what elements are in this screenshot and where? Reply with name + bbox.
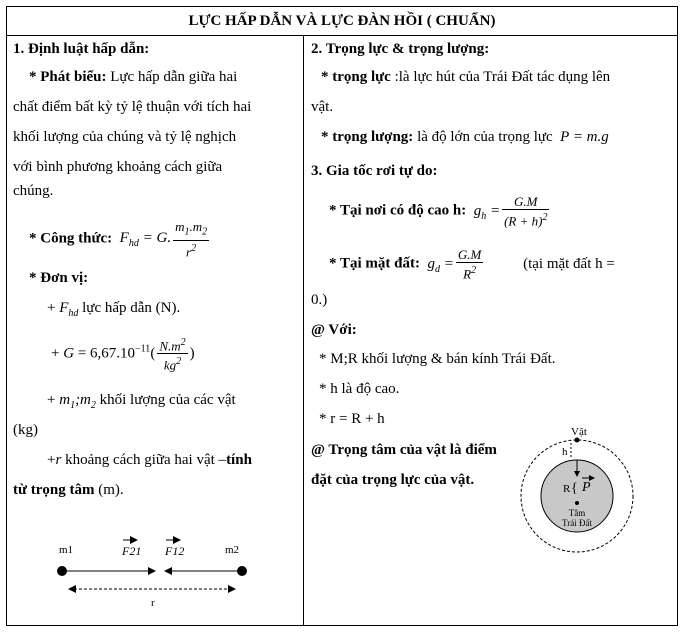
ground-label: * Tại mặt đất:	[329, 255, 420, 272]
height-fraction: $\frac{G.M}{(R + h)^2}$	[504, 194, 548, 229]
radius-brace: {	[571, 481, 578, 496]
vat-label: Vật	[571, 426, 587, 438]
unit-fhd-line: + $F_{hd}$ lực hấp dẫn (N).	[47, 300, 181, 319]
R-label: R	[563, 483, 571, 495]
trong-luc-line	[321, 68, 610, 86]
m1-point	[57, 566, 67, 576]
f21-label: F21	[122, 544, 142, 558]
unit-m-line: + $m_1;m_2$ khối lượng của các vật	[47, 392, 236, 411]
m2-point	[237, 566, 247, 576]
unit-G-fraction: $\frac{N.m^2}{kg^2}$	[159, 337, 186, 373]
with-label: @ Với:	[311, 322, 357, 338]
statement-label: * Phát biểu:	[29, 69, 107, 85]
weight-formula: P = m.g	[556, 129, 609, 145]
trong-luong-text: là độ lớn của trọng lực	[413, 129, 553, 145]
trong-luc-line-2: vật.	[311, 99, 334, 115]
f12-label: F12	[165, 544, 185, 558]
m1-label: m1	[59, 544, 74, 556]
earth-center	[575, 501, 579, 505]
unit-r-bold-2: từ trọng tâm	[13, 482, 95, 498]
gravitation-force-diagram	[37, 531, 257, 611]
formula-label: * Công thức:	[29, 230, 113, 247]
statement-line-1	[29, 68, 237, 86]
column-divider	[303, 35, 304, 625]
unit-m-text: khối lượng của các vật	[95, 392, 236, 408]
tam-label: Tâm	[568, 508, 586, 518]
unit-r-text-2: (m).	[94, 482, 124, 498]
trong-luc-label: * trọng lực	[321, 69, 391, 85]
statement-line-5: chúng.	[13, 183, 54, 199]
document-table	[6, 6, 678, 626]
unit-r-bold: tính	[226, 452, 252, 468]
unit-r-line: +r khoảng cách giữa hai vật –tính	[47, 452, 252, 468]
statement-line-4: với bình phương khoảng cách giữa	[13, 159, 223, 175]
heading-weight: 2. Trọng lực & trọng lượng:	[311, 41, 490, 57]
trong-luc-text: :là lực hút của Trái Đất tác dụng lên	[390, 69, 611, 85]
ground-note-2: 0.)	[311, 292, 328, 308]
ground-note: (tại mặt đất h =	[523, 255, 615, 272]
heading-gravitation-law: 1. Định luật hấp dẫn:	[13, 41, 150, 57]
statement-line-3: khối lượng của chúng và tỷ lệ nghịch	[13, 129, 237, 145]
ground-fraction: $\frac{G.M}{R^2}$	[457, 247, 482, 282]
formula-fraction: $\frac{m_1.m_2}{r^2}$	[175, 219, 208, 259]
unit-G-exponent: −11	[135, 343, 151, 355]
center-of-gravity-1: @ Trọng tâm của vật là điểm	[311, 442, 497, 458]
earth-diagram	[507, 421, 641, 555]
ground-formula-line: * Tại mặt đất: $g_d$ = $\frac{G.M}{R^2}$ (tại mặt đất h =	[329, 247, 615, 282]
m2-label: m2	[225, 544, 240, 556]
P-label: P	[582, 480, 591, 495]
r-label: r	[151, 597, 155, 609]
unit-G-value: = 6,67.10	[77, 345, 136, 362]
with-item-2: * h là độ cao.	[319, 381, 400, 397]
formula-expression: $F_{hd} = G$.	[115, 230, 172, 250]
h-label: h	[562, 446, 568, 458]
with-item-1: * M;R khối lượng & bán kính Trái Đất.	[319, 351, 556, 367]
unit-m-kg: (kg)	[13, 422, 38, 438]
heading-free-fall: 3. Gia tốc rơi tự do:	[311, 163, 438, 179]
height-formula-line: * Tại nơi có độ cao h: $g_h$ = $\frac{G.M}{(R + h)^2}$	[329, 194, 548, 229]
center-of-gravity-2: đặt của trọng lực của vật.	[311, 472, 475, 488]
object-point	[575, 438, 580, 443]
formula-line	[29, 219, 211, 259]
trai-dat-label: Trái Đất	[562, 518, 592, 528]
page-title: LỰC HẤP DẪN VÀ LỰC ĐÀN HỒI ( CHUẨN)	[7, 7, 677, 36]
trong-luong-label: * trọng lượng:	[321, 129, 414, 145]
units-label: * Đơn vị:	[29, 270, 89, 286]
with-item-3: * r = R + h	[319, 411, 385, 427]
unit-G-line: + $G = 6,67.10^{-11}$( $\frac{N.m^2}{kg^2}$ )	[51, 337, 195, 373]
statement-text-1: Lực hấp dẫn giữa hai	[106, 69, 238, 85]
trong-luong-line	[321, 128, 609, 146]
unit-r-text: khoảng cách giữa hai vật –	[61, 452, 227, 468]
statement-line-2: chất điểm bất kỳ tỷ lệ thuận với tích hai	[13, 99, 252, 115]
unit-r-line-2	[13, 481, 124, 499]
unit-fhd-text: lực hấp dẫn (N).	[78, 300, 181, 316]
height-label: * Tại nơi có độ cao h:	[329, 202, 467, 219]
